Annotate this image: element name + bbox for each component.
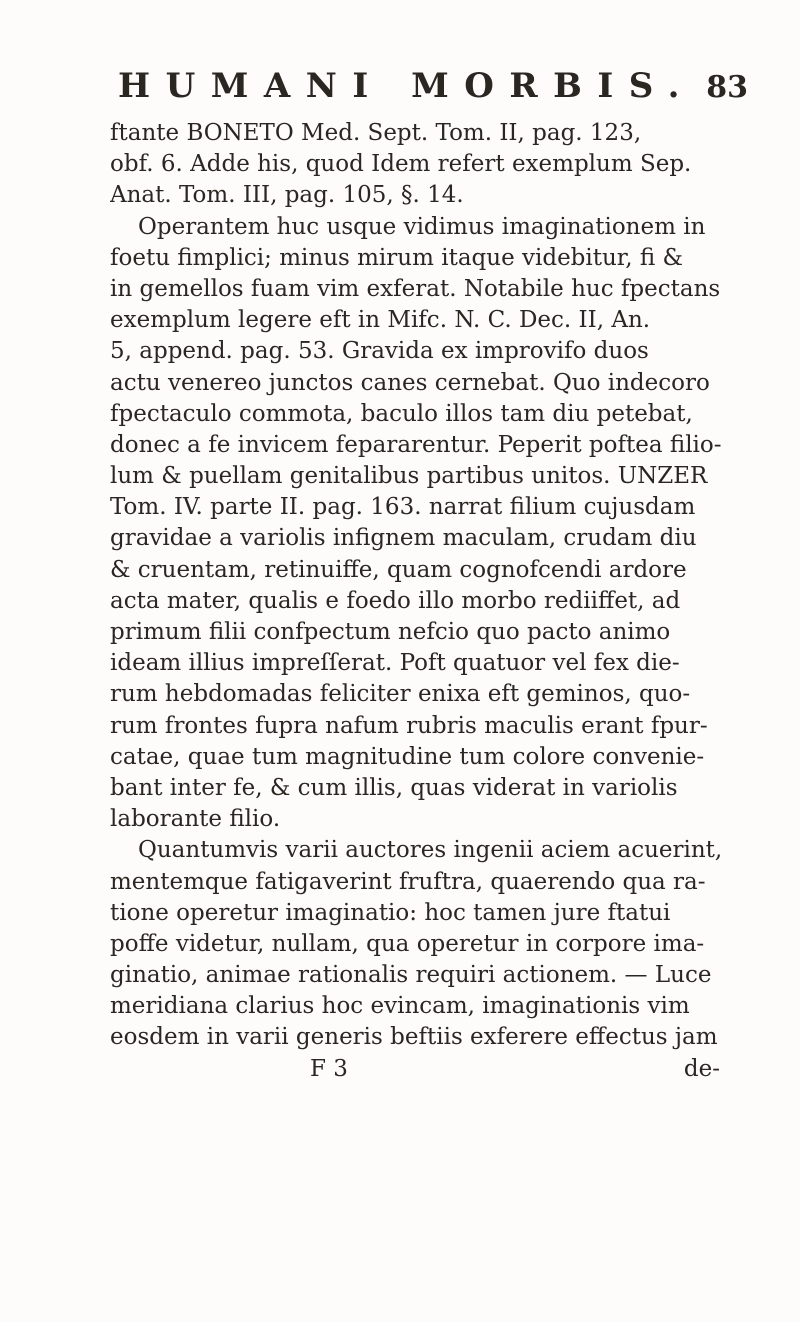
text-line: tione operetur imaginatio: hoc tamen jure ftatui [110, 899, 671, 926]
text-line: obf. 6. Adde his, quod Idem refert exemplum Sep. [110, 151, 692, 178]
text-line: Quantumvis varii auctores ingenii aciem acuerint, [138, 837, 723, 864]
page-number: 83 [706, 70, 748, 105]
text-line: exemplum legere eft in Mifc. N. C. Dec. II, An. [110, 307, 651, 334]
text-line: meridiana clarius hoc evincam, imaginationis vim [110, 993, 690, 1020]
signature-line [110, 1054, 750, 1085]
text-line: Anat. Tom. III, pag. 105, §. 14. [110, 182, 464, 209]
text-line: donec a fe invicem fepararentur. Peperit poftea filio- [110, 431, 722, 458]
text-line: ftante BONETO Med. Sept. Tom. II, pag. 123, [110, 120, 642, 146]
text-line: acta mater, qualis e foedo illo morbo rediiffet, ad [110, 587, 681, 614]
text-line: primum filii confpectum nefcio quo pacto animo [110, 619, 671, 645]
running-title: HUMANI MORBIS. [118, 66, 695, 106]
text-line: poffe videtur, nullam, qua operetur in corpore ima- [110, 930, 705, 957]
text-line: catae, quae tum magnitudine tum colore convenie- [110, 743, 705, 770]
text-line: lum & puellam genitalibus partibus unitos. UNZER [110, 463, 708, 490]
text-line: fpectaculo commota, baculo illos tam diu petebat, [110, 400, 693, 427]
text-line: rum hebdomadas feliciter enixa eft geminos, quo- [110, 681, 691, 708]
text-line: foetu fimplici; minus mirum itaque videbitur, fi & [110, 244, 684, 271]
text-line: eosdem in varii generis beftiis exferere effectus jam [110, 1024, 718, 1051]
text-line: actu venereo junctos canes cernebat. Quo indecoro [110, 369, 710, 396]
text-line: 5, append. pag. 53. Gravida ex improvifo duos [110, 338, 649, 365]
text-line: Operantem huc usque vidimus imaginationem in [138, 213, 706, 240]
text-line: rum frontes fupra nafum rubris maculis erant fpur- [110, 712, 708, 739]
text-line: laborante filio. [110, 806, 281, 833]
text-line: in gemellos fuam vim exferat. Notabile huc fpectans [110, 275, 721, 302]
text-line: & cruentam, retinuiffe, quam cognofcendi ardore [110, 556, 687, 583]
catchword: de- [683, 1055, 720, 1082]
text-line: gravidae a variolis infignem maculam, crudam diu [110, 525, 697, 552]
body-text [110, 118, 750, 1085]
text-line: bant inter fe, & cum illis, quas viderat in variolis [110, 774, 678, 801]
text-line: ginatio, animae rationalis requiri actionem. — Luce [110, 962, 712, 989]
text-line: Tom. IV. parte II. pag. 163. narrat filium cujusdam [110, 494, 696, 521]
signature-mark: F 3 [310, 1055, 348, 1082]
text-line: ideam illius impreſſerat. Poft quatuor vel fex die- [110, 650, 680, 677]
text-line: mentemque fatigaverint fruftra, quaerendo qua ra- [110, 868, 706, 895]
running-head [118, 66, 758, 106]
